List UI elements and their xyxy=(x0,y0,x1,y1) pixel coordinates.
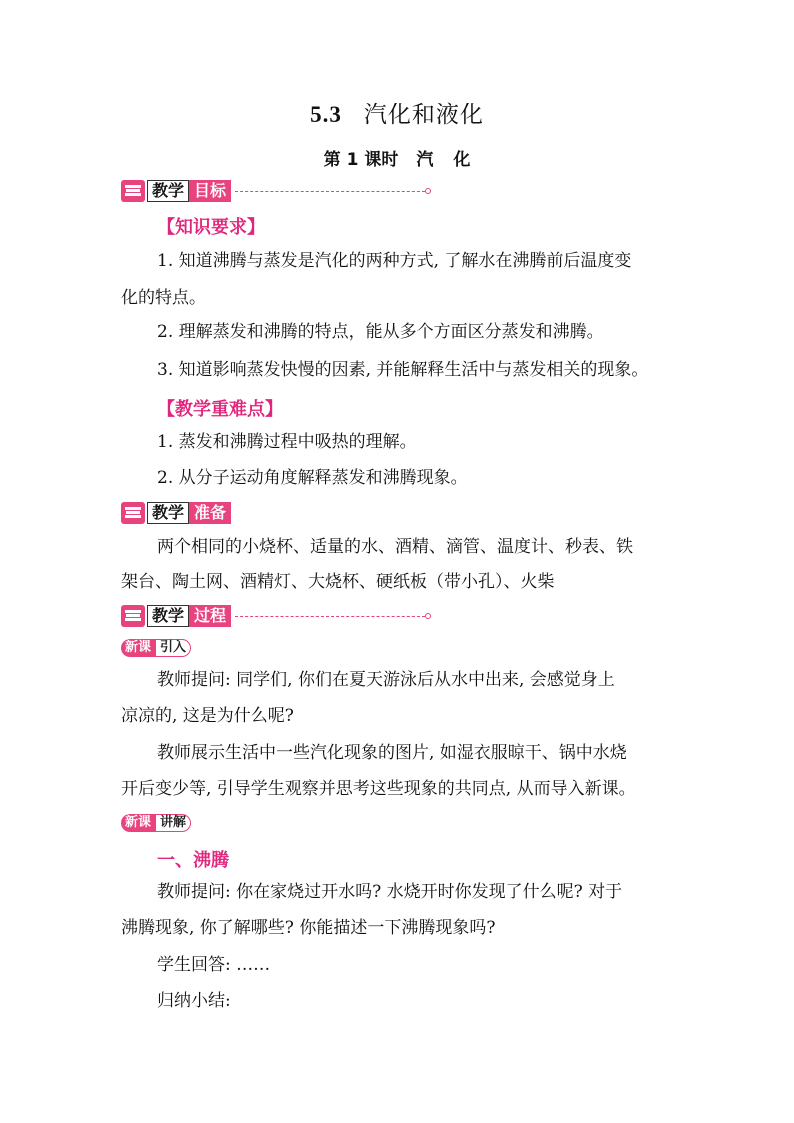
prep-line-1: 两个相同的小烧杯、适量的水、酒精、滴管、温度计、秒表、铁 xyxy=(157,537,633,557)
keypoints-heading: 【教学重难点】 xyxy=(157,399,283,420)
keypoint-item-2: 2. 从分子运动角度解释蒸发和沸腾现象。 xyxy=(157,468,468,488)
section-banner-goals xyxy=(121,180,431,202)
intro-question-1: 教师提问: 同学们, 你们在夏天游泳后从水中出来, 会感觉身上 xyxy=(157,670,615,690)
topic-char-b: 化 xyxy=(453,150,471,170)
book-stack-icon xyxy=(121,502,145,524)
badge-new-lesson-lecture xyxy=(121,813,191,833)
section-banner-process xyxy=(121,605,431,627)
banner-label-a: 教学 xyxy=(147,605,189,627)
knowledge-item-1a: 1. 知道沸腾与蒸发是汽化的两种方式, 了解水在沸腾前后温度变 xyxy=(157,251,632,271)
knowledge-item-1b: 化的特点。 xyxy=(121,288,206,308)
badge-new-lesson-intro xyxy=(121,638,191,658)
banner-label-b: 目标 xyxy=(189,180,231,202)
book-stack-icon xyxy=(121,180,145,202)
boiling-heading: 一、沸腾 xyxy=(157,850,229,871)
keypoint-item-1: 1. 蒸发和沸腾过程中吸热的理解。 xyxy=(157,432,417,452)
topic-char-a: 汽 xyxy=(416,150,434,170)
banner-label-a: 教学 xyxy=(147,502,189,524)
banner-label-b: 过程 xyxy=(189,605,231,627)
section-banner-prep xyxy=(121,502,231,524)
intro-paragraph-1: 教师展示生活中一些汽化现象的图片, 如湿衣服晾干、锅中水烧 xyxy=(157,743,627,763)
knowledge-item-2: 2. 理解蒸发和沸腾的特点，能从多个方面区分蒸发和沸腾。 xyxy=(157,322,604,342)
intro-question-2: 凉凉的, 这是为什么呢? xyxy=(121,706,294,726)
badge-part-a: 新课 xyxy=(121,814,155,832)
lesson-subtitle xyxy=(0,145,794,170)
summary-label: 归纳小结: xyxy=(157,991,231,1011)
student-answer: 学生回答: …… xyxy=(157,955,271,975)
book-stack-icon xyxy=(121,605,145,627)
divider-end-dot xyxy=(425,188,431,194)
intro-paragraph-2: 开后变少等, 引导学生观察并思考这些现象的共同点, 从而导入新课。 xyxy=(121,779,636,799)
lesson-label: 第 1 课时 xyxy=(323,150,399,170)
badge-part-b: 引入 xyxy=(155,639,191,657)
knowledge-heading: 【知识要求】 xyxy=(157,217,265,238)
badge-part-b: 讲解 xyxy=(155,814,191,832)
dashed-divider xyxy=(235,191,425,192)
banner-label-b: 准备 xyxy=(189,502,231,524)
banner-label-a: 教学 xyxy=(147,180,189,202)
page-title xyxy=(0,96,794,129)
title-number: 5.3 xyxy=(310,102,342,127)
knowledge-item-3: 3. 知道影响蒸发快慢的因素, 并能解释生活中与蒸发相关的现象。 xyxy=(157,360,649,380)
lecture-question-1: 教师提问: 你在家烧过开水吗? 水烧开时你发现了什么呢? 对于 xyxy=(157,882,623,902)
divider-end-dot xyxy=(425,613,431,619)
prep-line-2: 架台、陶土网、酒精灯、大烧杯、硬纸板（带小孔）、火柴 xyxy=(121,572,555,592)
badge-part-a: 新课 xyxy=(121,639,155,657)
title-text: 汽化和液化 xyxy=(363,102,484,128)
lecture-question-2: 沸腾现象, 你了解哪些? 你能描述一下沸腾现象吗? xyxy=(121,918,496,938)
dashed-divider xyxy=(235,616,425,617)
